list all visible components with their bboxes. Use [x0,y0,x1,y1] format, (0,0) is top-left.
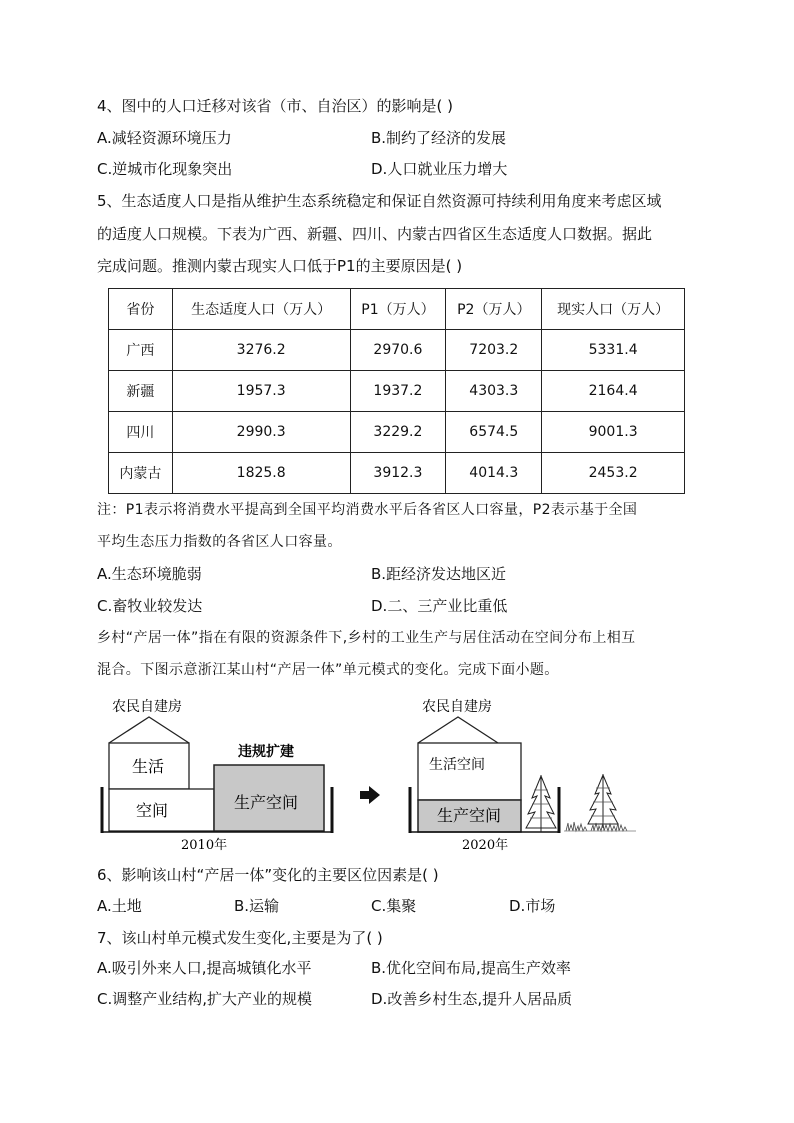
q5-stem-line-3: 完成问题。推测内蒙古现实人口低于P1的主要原因是( ) [97,257,463,275]
arrow-icon [360,786,380,804]
table-cell: 2453.2 [542,453,685,494]
table-cell: 新疆 [109,371,173,412]
q4-option-a: A.减轻资源环境压力 [97,129,232,147]
year-2010: 2010年 [181,838,228,853]
q5-option-b: B.距经济发达地区近 [371,565,507,583]
year-2020: 2020年 [462,838,509,853]
q4-option-d: D.人口就业压力增大 [371,160,508,178]
q5-stem-line-1: 5、生态适度人口是指从维护生态系统稳定和保证自然资源可持续利用角度来考虑区域 [97,192,662,210]
table-cell: 3276.2 [172,330,350,371]
q5-option-d: D.二、三产业比重低 [371,597,508,615]
table-cell: 四川 [109,412,173,453]
q6-option-d: D.市场 [509,897,556,915]
table-row [109,453,685,494]
q5-option-c: C.畜牧业较发达 [97,597,203,615]
table-note-line-1: 注：P1表示将消费水平提高到全国平均消费水平后各省区人口容量，P2表示基于全国 [97,502,638,518]
table-cell: 2990.3 [172,412,350,453]
table-row [109,330,685,371]
table-cell: 5331.4 [542,330,685,371]
house-roof-2020 [418,717,498,743]
diagram-2020 [409,698,636,853]
village-unit-diagram [96,690,641,855]
intro-line-2: 混合。下图示意浙江某山村“产居一体”单元模式的变化。完成下面小题。 [97,662,559,678]
table-note-line-2: 平均生态压力指数的各省区人口容量。 [97,534,342,550]
table-header-cell: 生态适度人口（万人） [172,289,350,330]
diagram-2010 [101,698,333,853]
q6-option-b: B.运输 [234,897,280,915]
intro-line-1: 乡村“产居一体”指在有限的资源条件下,乡村的工业生产与居住活动在空间分布上相互 [97,630,636,646]
q7-stem: 7、该山村单元模式发生变化,主要是为了( ) [97,929,383,947]
q7-option-a: A.吸引外来人口,提高城镇化水平 [97,959,312,977]
tree-icon [588,774,618,828]
table-cell: 4303.3 [446,371,542,412]
house-label-2010: 农民自建房 [112,699,182,715]
table-cell: 2164.4 [542,371,685,412]
q4-option-c: C.逆城市化现象突出 [97,160,233,178]
table-header-cell: 现实人口（万人） [542,289,685,330]
table-header-cell: 省份 [109,289,173,330]
table-cell: 2970.6 [350,330,446,371]
life-label-2010: 生活 [132,757,165,776]
tree-icon [526,775,556,832]
production-label-2010: 生产空间 [234,793,299,812]
expansion-label: 违规扩建 [238,744,294,760]
table-cell: 1825.8 [172,453,350,494]
table-cell: 4014.3 [446,453,542,494]
table-cell: 内蒙古 [109,453,173,494]
q4-option-b: B.制约了经济的发展 [371,129,507,147]
production-label-2020: 生产空间 [437,806,502,825]
table-cell: 6574.5 [446,412,542,453]
grass-icon [564,822,636,831]
q6-stem: 6、影响该山村“产居一体”变化的主要区位因素是( ) [97,866,439,884]
table-row [109,412,685,453]
table-header-cell: P1（万人） [350,289,446,330]
q4-stem: 4、图中的人口迁移对该省（市、自治区）的影响是( ) [97,97,454,115]
q7-option-b: B.优化空间布局,提高生产效率 [371,959,571,977]
life-label-2020: 生活空间 [429,757,485,773]
q5-stem-line-2: 的适度人口规模。下表为广西、新疆、四川、内蒙古四省区生态适度人口数据。据此 [97,225,653,243]
table-cell: 3229.2 [350,412,446,453]
table-cell: 3912.3 [350,453,446,494]
table-cell: 广西 [109,330,173,371]
q6-option-a: A.土地 [97,897,142,915]
table-header-cell: P2（万人） [446,289,542,330]
table-cell: 1937.2 [350,371,446,412]
house-roof-2010 [109,717,189,743]
house-label-2020: 农民自建房 [422,699,492,715]
population-table [108,288,685,494]
q6-option-c: C.集聚 [371,897,417,915]
q5-option-a: A.生态环境脆弱 [97,565,202,583]
q7-option-c: C.调整产业结构,扩大产业的规模 [97,990,313,1008]
table-cell: 9001.3 [542,412,685,453]
table-cell: 1957.3 [172,371,350,412]
table-header-row [109,289,685,330]
table-cell: 7203.2 [446,330,542,371]
space-label-2010: 空间 [136,801,169,820]
table-row [109,371,685,412]
q7-option-d: D.改善乡村生态,提升人居品质 [371,990,573,1008]
